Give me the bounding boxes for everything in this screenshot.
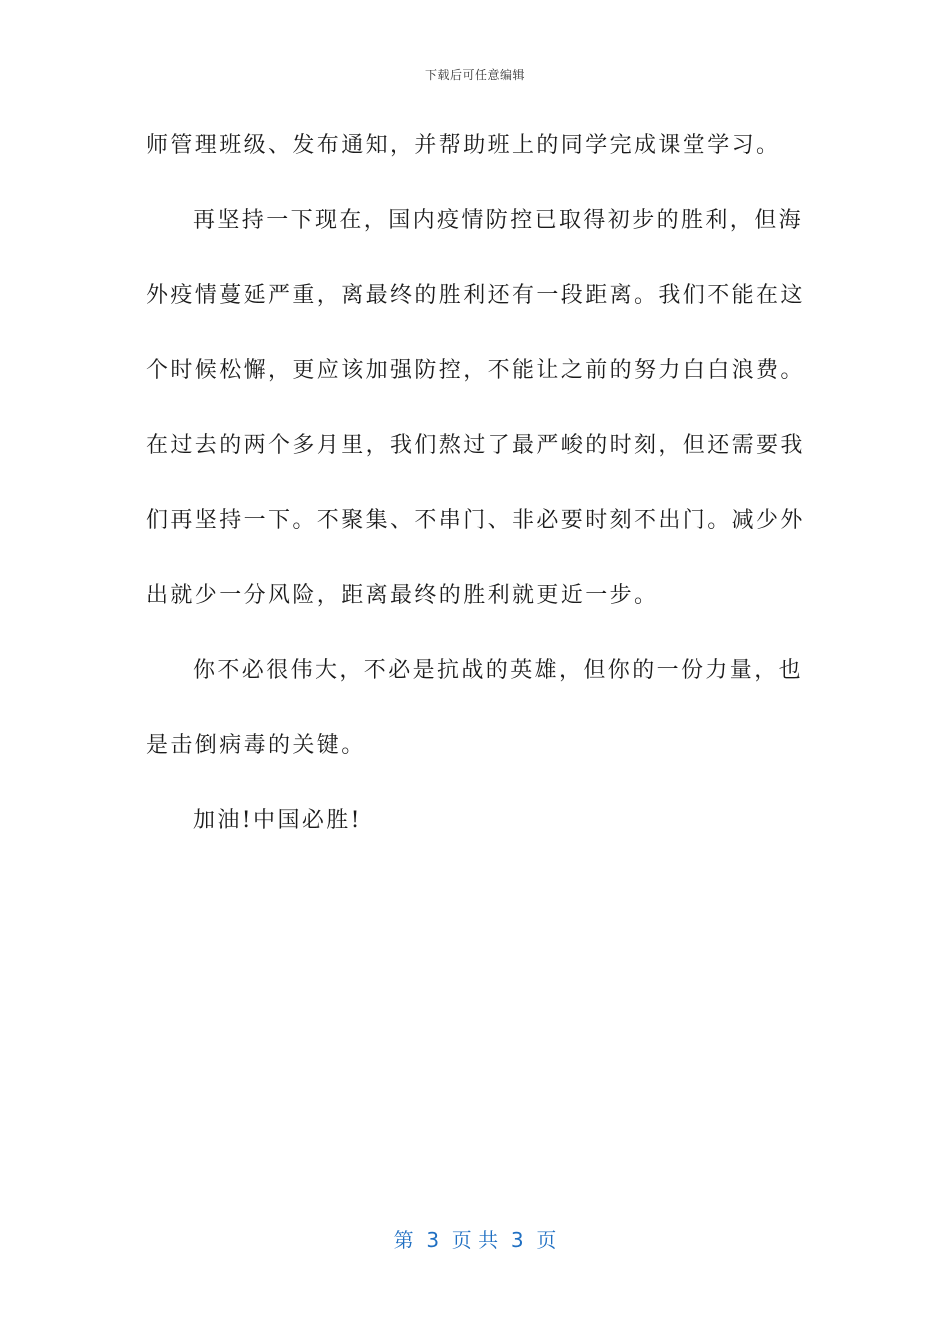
text-line: 是击倒病毒的关键。 <box>146 733 366 758</box>
page-number-footer: 第 3 页 共 3 页 <box>393 1228 557 1252</box>
text-line: 个时候松懈，更应该加强防控，不能让之前的努力白白浪费。 <box>146 358 805 383</box>
paragraph-first-line: 再坚持一下现在，国内疫情防控已取得初步的胜利，但海 <box>193 208 804 233</box>
text-line: 师管理班级、发布通知，并帮助班上的同学完成课堂学习。 <box>146 133 781 158</box>
header-note: 下载后可任意编辑 <box>424 68 525 82</box>
text-line: 出就少一分风险，距离最终的胜利就更近一步。 <box>146 583 659 608</box>
paragraph-first-line: 加油!中国必胜! <box>193 808 362 833</box>
text-line: 外疫情蔓延严重，离最终的胜利还有一段距离。我们不能在这 <box>146 283 805 308</box>
paragraph-first-line: 你不必很伟大，不必是抗战的英雄，但你的一份力量，也 <box>193 658 804 683</box>
document-body <box>146 108 805 858</box>
text-line: 在过去的两个多月里，我们熬过了最严峻的时刻，但还需要我 <box>146 433 805 458</box>
text-line: 们再坚持一下。不聚集、不串门、非必要时刻不出门。减少外 <box>146 508 805 533</box>
